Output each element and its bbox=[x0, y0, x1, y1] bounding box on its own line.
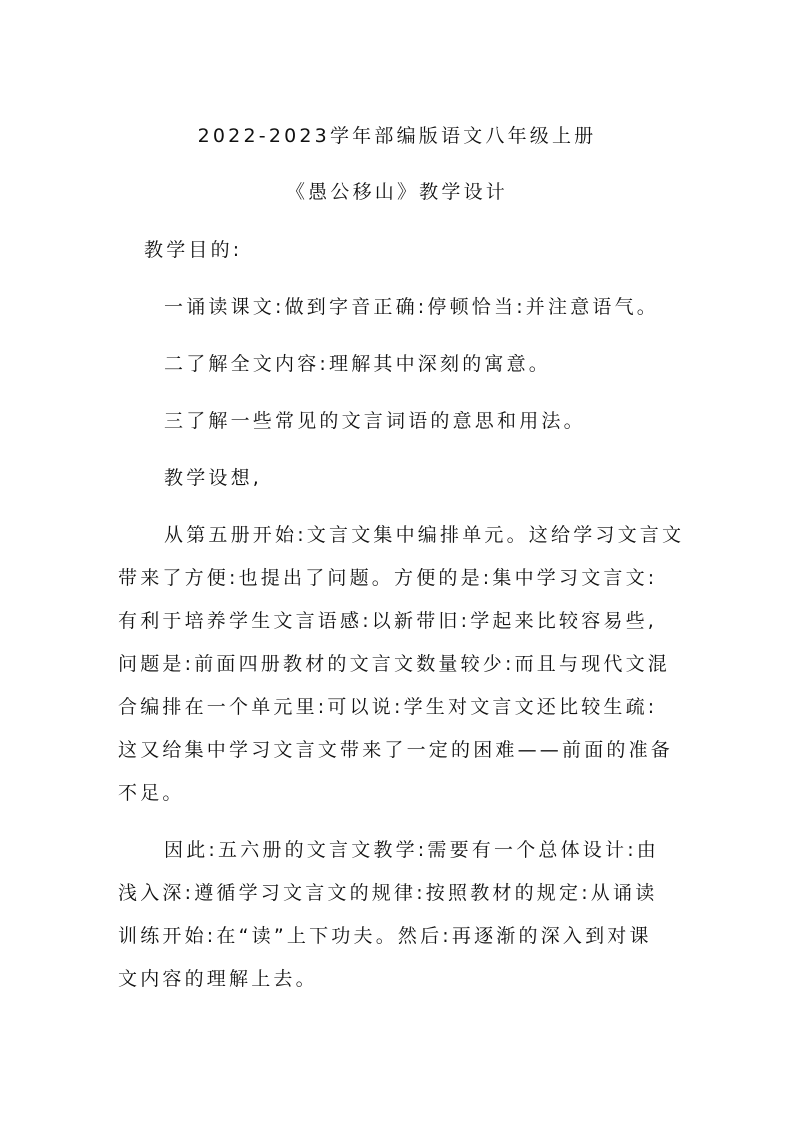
paragraph-line: 从第五册开始:文言文集中编排单元。这给学习文言文 bbox=[164, 524, 685, 546]
paragraph-line: 训练开始:在“读”上下功夫。然后:再逐渐的深入到对课 bbox=[118, 925, 652, 947]
objective-item: 三了解一些常见的文言词语的意思和用法。 bbox=[164, 410, 586, 432]
paragraph-line: 问题是:前面四册教材的文言文数量较少:而且与现代文混 bbox=[118, 653, 671, 675]
paragraph-line: 有利于培养学生文言语感:以新带旧:学起来比较容易些, bbox=[118, 610, 658, 632]
paragraph-line: 因此:五六册的文言文教学:需要有一个总体设计:由 bbox=[164, 839, 660, 861]
concept-heading: 教学设想, bbox=[164, 467, 263, 489]
objective-item: 二了解全文内容:理解其中深刻的寓意。 bbox=[164, 353, 552, 375]
paragraph-line: 浅入深:遵循学习文言文的规律:按照教材的规定:从诵读 bbox=[118, 882, 658, 904]
document-subtitle: 《愚公移山》教学设计 bbox=[285, 181, 508, 203]
paragraph-line: 合编排在一个单元里:可以说:学生对文言文还比较生疏: bbox=[118, 696, 658, 718]
objectives-heading: 教学目的: bbox=[144, 239, 243, 261]
paragraph-line: 这又给集中学习文言文带来了一定的困难——前面的准备 bbox=[118, 739, 674, 761]
objective-item: 一诵读课文:做到字音正确:停顿恰当:并注意语气。 bbox=[164, 296, 660, 318]
document-title: 2022-2023学年部编版语文八年级上册 bbox=[197, 125, 597, 147]
paragraph-line: 不足。 bbox=[118, 782, 185, 804]
paragraph-line: 文内容的理解上去。 bbox=[118, 968, 318, 990]
paragraph-line: 带来了方便:也提出了问题。方便的是:集中学习文言文: bbox=[118, 567, 658, 589]
